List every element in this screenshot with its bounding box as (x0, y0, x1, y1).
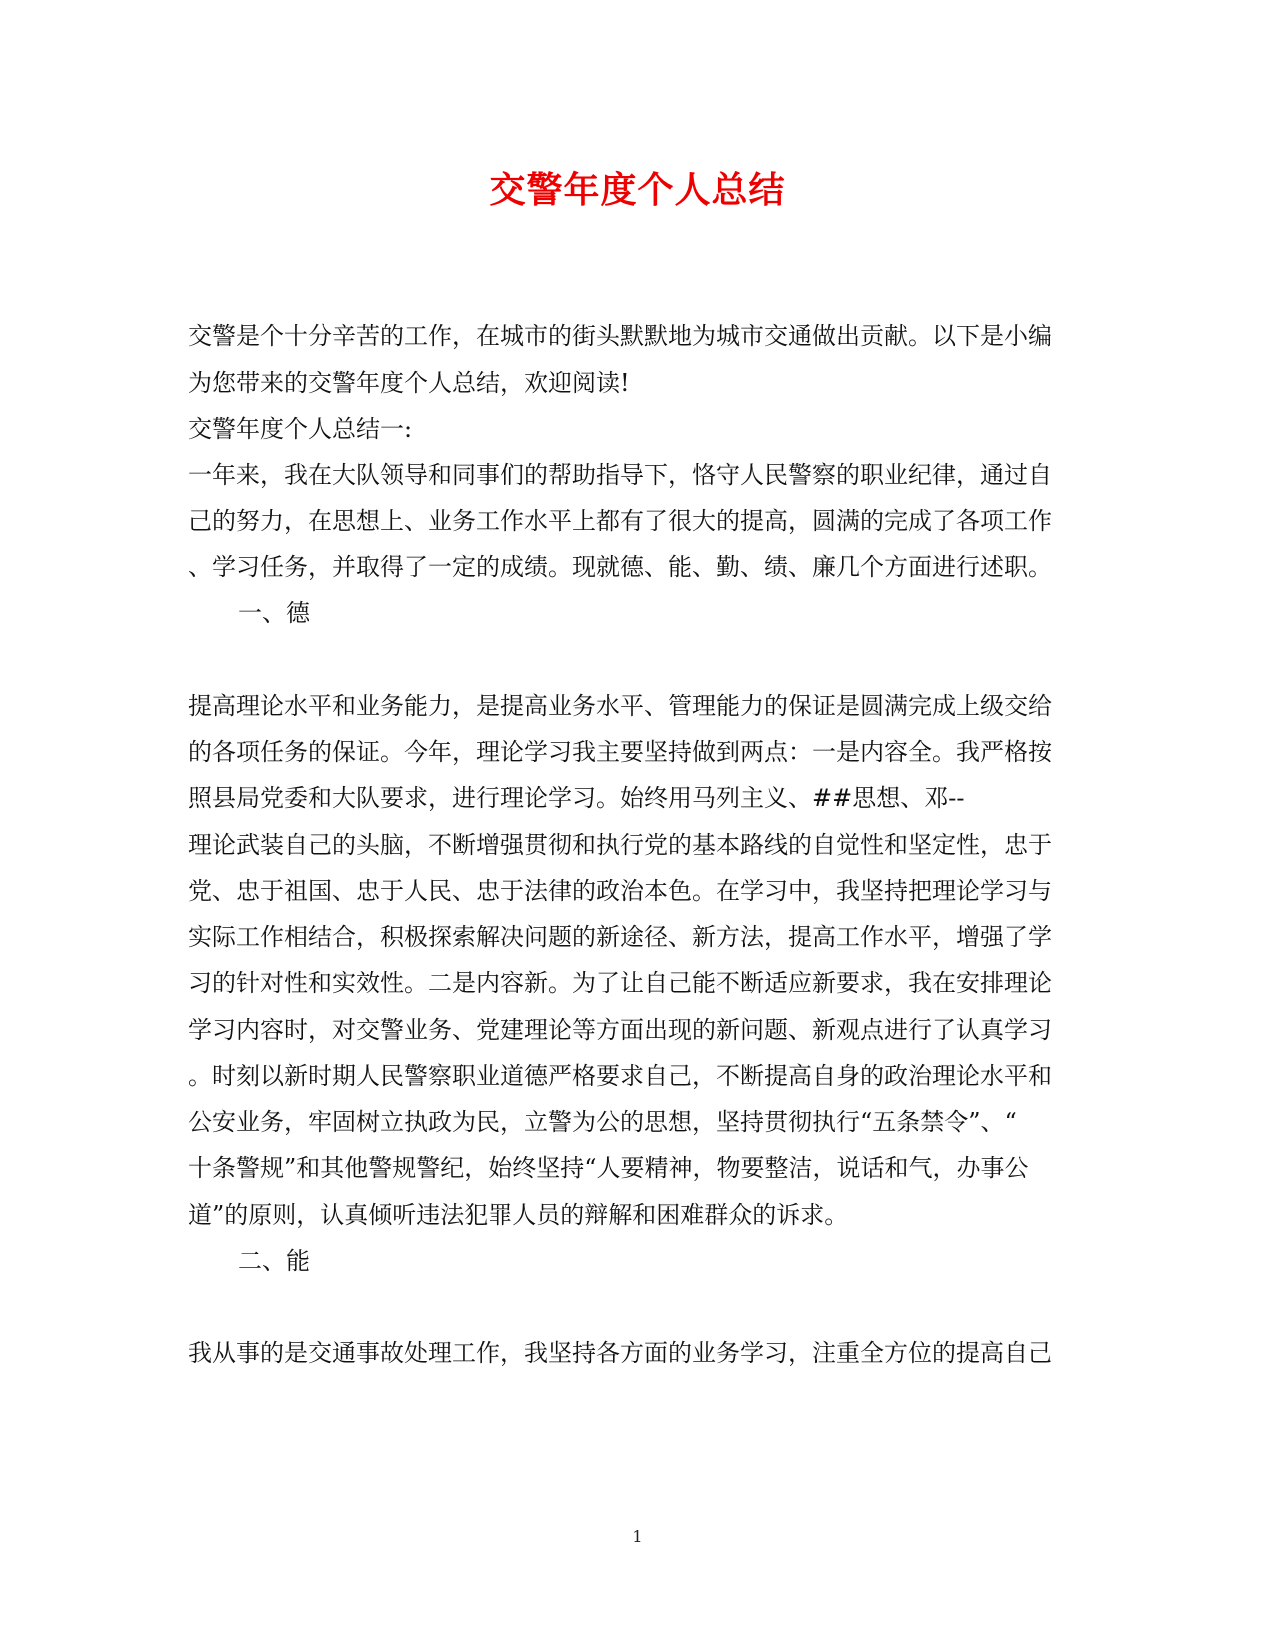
section-heading-de: 一、德 (238, 599, 310, 627)
intro-line-2: 为您带来的交警年度个人总结，欢迎阅读! (188, 369, 630, 397)
paragraph-line: 己的努力，在思想上、业务工作水平上都有了很大的提高，圆满的完成了各项工作 (188, 507, 1052, 535)
paragraph-line: 一年来，我在大队领导和同事们的帮助指导下，恪守人民警察的职业纪律，通过自 (188, 461, 1052, 489)
paragraph-line: 理论武装自己的头脑，不断增强贯彻和执行党的基本路线的自觉性和坚定性，忠于 (188, 831, 1052, 859)
page-number: 1 (632, 1527, 643, 1546)
section-heading-summary-one: 交警年度个人总结一: (188, 415, 413, 443)
paragraph-line: 习的针对性和实效性。二是内容新。为了让自己能不断适应新要求，我在安排理论 (188, 969, 1052, 997)
paragraph-line: 。时刻以新时期人民警察职业道德严格要求自己，不断提高自身的政治理论水平和 (188, 1062, 1052, 1090)
paragraph-line: 公安业务，牢固树立执政为民，立警为公的思想，坚持贯彻执行“五条禁令”、“ (188, 1108, 1017, 1136)
paragraph-line: 道”的原则，认真倾听违法犯罪人员的辩解和困难群众的诉求。 (188, 1201, 849, 1229)
paragraph-line: 学习内容时，对交警业务、党建理论等方面出现的新问题、新观点进行了认真学习 (188, 1016, 1052, 1044)
paragraph-line: 的各项任务的保证。今年，理论学习我主要坚持做到两点：一是内容全。我严格按 (188, 738, 1052, 766)
paragraph-line: 十条警规”和其他警规警纪，始终坚持“人要精神，物要整洁，说话和气，办事公 (188, 1154, 1029, 1182)
paragraph-line: 提高理论水平和业务能力，是提高业务水平、管理能力的保证是圆满完成上级交给 (188, 692, 1052, 720)
intro-line-1: 交警是个十分辛苦的工作，在城市的街头默默地为城市交通做出贡献。以下是小编 (188, 322, 1052, 350)
paragraph-line: 我从事的是交通事故处理工作，我坚持各方面的业务学习，注重全方位的提高自己 (188, 1339, 1052, 1367)
paragraph-line: 党、忠于祖国、忠于人民、忠于法律的政治本色。在学习中，我坚持把理论学习与 (188, 877, 1052, 905)
paragraph-line: 实际工作相结合，积极探索解决问题的新途径、新方法，提高工作水平，增强了学 (188, 923, 1052, 951)
paragraph-line: 照县局党委和大队要求，进行理论学习。始终用马列主义、##思想、邓-- (188, 784, 965, 812)
paragraph-line: 、学习任务，并取得了一定的成绩。现就德、能、勤、绩、廉几个方面进行述职。 (188, 553, 1052, 581)
document-title: 交警年度个人总结 (489, 169, 786, 211)
section-heading-neng: 二、能 (238, 1247, 310, 1275)
